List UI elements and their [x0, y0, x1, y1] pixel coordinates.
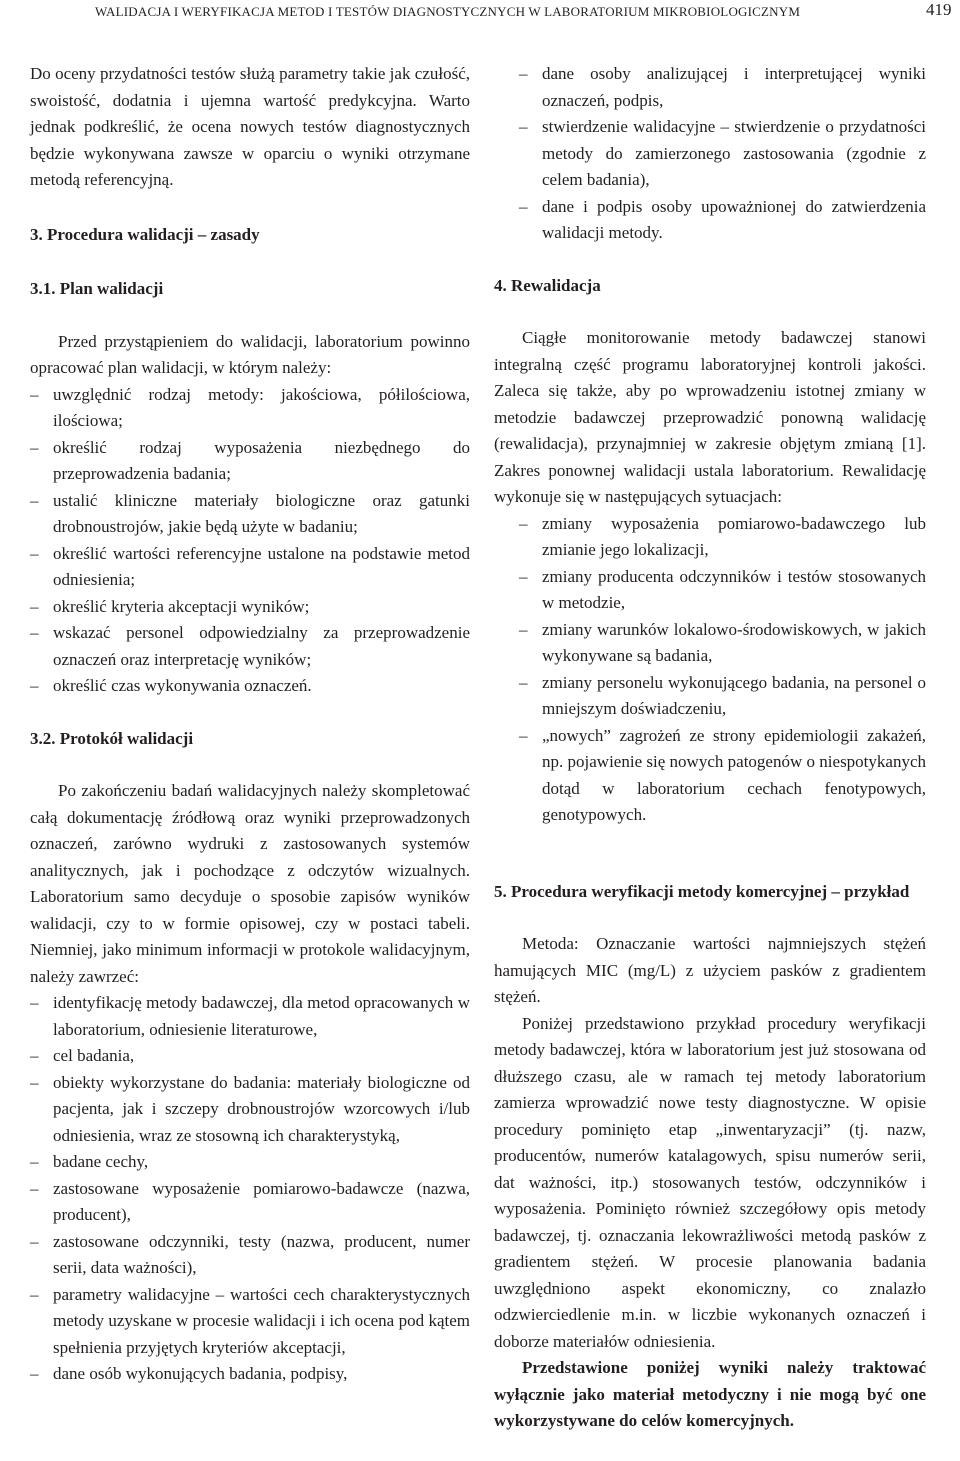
list-item: – zastosowane odczynniki, testy (nazwa, producent, numer serii, data ważności), — [30, 1229, 470, 1282]
list-item: – dane osoby analizującej i interpretującej wyniki oznaczeń, podpis, — [494, 61, 926, 114]
list-item: – zmiany warunków lokalowo-środowiskowych, w jakich wykonywane są badania, — [494, 617, 926, 670]
validation-plan-list — [30, 382, 470, 700]
section-3-heading: 3. Procedura walidacji – zasady — [30, 224, 260, 244]
list-item: – stwierdzenie walidacyjne – stwierdzenie o przydatności metody do zamierzonego zastosowania (zgodnie z celem badania), — [494, 114, 926, 194]
section-5-heading: 5. Procedura weryfikacji metody komercyjnej – przykład — [494, 881, 910, 901]
list-item: – określić rodzaj wyposażenia niezbędnego do przeprowadzenia badania; — [30, 435, 470, 488]
section-3-1-heading: 3.1. Plan walidacji — [30, 279, 164, 298]
section-5-method-paragraph: Metoda: Oznaczanie wartości najmniejszych stężeń hamujących MIC (mg/L) z użyciem pasków z gradientem stężeń. — [494, 934, 926, 1006]
list-item: – „nowych” zagrożeń ze strony epidemiologii zakażeń, np. pojawienie się nowych patogenów o niespotykanych dotąd w laboratorium cechach fenotypowych, genotypowych. — [494, 723, 926, 829]
section-4-heading: 4. Rewalidacja — [494, 275, 601, 295]
right-column — [494, 61, 926, 1435]
running-header — [0, 0, 960, 30]
list-item: – wskazać personel odpowiedzialny za przeprowadzenie oznaczeń oraz interpretację wyników; — [30, 620, 470, 673]
list-item: – dane osób wykonujących badania, podpisy, — [30, 1361, 470, 1388]
list-item: – badane cechy, — [30, 1149, 470, 1176]
list-item: – identyfikację metody badawczej, dla metod opracowanych w laboratorium, odniesienie literaturowe, — [30, 990, 470, 1043]
list-item: – określić czas wykonywania oznaczeń. — [30, 673, 470, 700]
page-number: 419 — [926, 0, 952, 19]
left-column — [30, 61, 470, 1388]
section-3-2-heading: 3.2. Protokół walidacji — [30, 728, 194, 748]
list-item: – dane i podpis osoby upoważnionej do zatwierdzenia walidacji metody. — [494, 194, 926, 247]
protocol-contents-continued-list — [494, 61, 926, 247]
list-item: – cel badania, — [30, 1043, 470, 1070]
list-item: – uwzględnić rodzaj metody: jakościowa, półilościowa, ilościowa; — [30, 382, 470, 435]
list-item: – zastosowane wyposażenie pomiarowo-badawcze (nazwa, producent), — [30, 1176, 470, 1229]
section-4-paragraph: Ciągłe monitorowanie metody badawczej stanowi integralną część programu laboratoryjnej kontroli jakości. Zaleca się także, aby po wprowadzeniu istotnej zmiany w metodzie badawczej przeprowadzić ponowną walidację (rewalidacja), przynajmniej w zakresie objętym zmianą [1]. Zakres ponownej walidacji ustala laboratorium. Rewalidację wykonuje się w następujących sytuacjach: — [494, 328, 926, 506]
list-item: – zmiany producenta odczynników i testów stosowanych w metodzie, — [494, 564, 926, 617]
protocol-contents-list — [30, 990, 470, 1388]
section-3-1-lead: Przed przystąpieniem do walidacji, laboratorium powinno opracować plan walidacji, w którym należy: — [30, 331, 470, 377]
list-item: – określić kryteria akceptacji wyników; — [30, 594, 470, 621]
intro-paragraph: Do oceny przydatności testów służą parametry takie jak czułość, swoistość, dodatnia i ujemna wartość predykcyjna. Warto jednak podkreślić, że ocena nowych testów diagnostycznych będzie wykonywana zawsze w oparciu o wyniki otrzymane metodą referencyjną. — [30, 64, 470, 189]
section-5-disclaimer-paragraph: Przedstawione poniżej wyniki należy traktować wyłącznie jako materiał metodyczny i nie mogą być one wykorzystywane do celów komercyjnych. — [494, 1358, 926, 1430]
list-item: – określić wartości referencyjne ustalone na podstawie metod odniesienia; — [30, 541, 470, 594]
section-3-2-paragraph: Po zakończeniu badań walidacyjnych należy skompletować całą dokumentację źródłową oraz wyniki przeprowadzonych oznaczeń, zarówno wydruki z zastosowanych systemów analitycznych, jak i pochodzące z odczytów wizualnych. Laboratorium samo decyduje o sposobie zapisów wyników walidacji, czy to w formie opisowej, czy w postaci tabeli. Niemniej, jako minimum informacji w protokole walidacyjnym, należy zawrzeć: — [30, 781, 470, 986]
section-5-description-paragraph: Poniżej przedstawiono przykład procedury weryfikacji metody badawczej, która w laboratorium jest już stosowana od dłuższego czasu, ale w ramach tej metody laboratorium zamierza wprowadzić nowe testy diagnostyczne. W opisie procedury pominięto etap „inwentaryzacji” (tj. nazw, producentów, numerów katalagowych, spisu numerów serii, dat ważności, itp.) stosowanych testów, odczynników i wyposażenia. Pominięto również szczegółowy opis metody badawczej, tj. oznaczania lekowrażliwości metodą pasków z gradientem stężeń. W procesie planowania badania uwzględniono aspekt ekonomiczny, co znalazło odzwierciedlenie m.in. w liczbie wykonanych oznaczeń i doborze materiałów odniesienia. — [494, 1013, 926, 1351]
list-item: – ustalić kliniczne materiały biologiczne oraz gatunki drobnoustrojów, jakie będą użyte w badaniu; — [30, 488, 470, 541]
running-title: WALIDACJA I WERYFIKACJA METOD I TESTÓW DIAGNOSTYCZNYCH W LABORATORIUM MIKROBIOLOGICZNYM — [95, 4, 801, 19]
revalidation-situations-list — [494, 511, 926, 829]
list-item: – zmiany wyposażenia pomiarowo-badawczego lub zmianie jego lokalizacji, — [494, 511, 926, 564]
list-item: – zmiany personelu wykonującego badania, na personel o mniejszym doświadczeniu, — [494, 670, 926, 723]
list-item: – parametry walidacyjne – wartości cech charakterystycznych metody uzyskane w procesie walidacji i ich ocena pod kątem spełnienia przyjętych kryteriów akceptacji, — [30, 1282, 470, 1362]
list-item: – obiekty wykorzystane do badania: materiały biologiczne od pacjenta, jak i szczepy drobnoustrojów wzorcowych i/lub odniesienia, wraz ze stosowną ich charakterystyką, — [30, 1070, 470, 1150]
